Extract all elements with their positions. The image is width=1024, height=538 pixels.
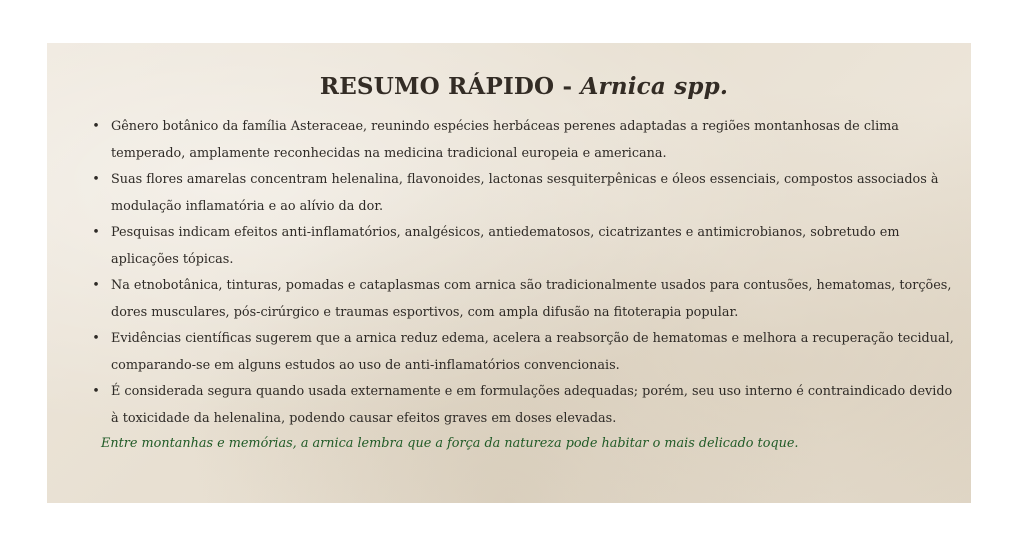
bullet-icon: • [92, 172, 100, 187]
list-item [91, 220, 957, 273]
point-text: É considerada segura quando usada externamente e em formulações adequadas; porém, seu uso interno é contraindicado devido à toxicidade da helenalina, podendo causar efeitos graves em doses elevadas. [111, 384, 953, 426]
point-text: Gênero botânico da família Asteraceae, reunindo espécies herbáceas perenes adaptadas a regiões montanhosas de clima temperado, amplamente reconhecidas na medicina tradicional europeia e americana. [111, 119, 899, 161]
point-text: Evidências científicas sugerem que a arnica reduz edema, acelera a reabsorção de hematomas e melhora a recuperação tecidual, comparando-se em alguns estudos ao uso de anti-inflamatórios convencionais. [111, 331, 954, 373]
summary-points-list [91, 114, 957, 432]
point-text: Suas flores amarelas concentram helenalina, flavonoides, lactonas sesquiterpênicas e óleos essenciais, compostos associados à modulação inflamatória e ao alívio da dor. [111, 172, 939, 214]
title-genus: Arnica spp. [580, 73, 729, 100]
list-item [91, 114, 957, 167]
summary-card [47, 43, 971, 503]
closing-quote: Entre montanhas e memórias, a arnica lembra que a força da natureza pode habitar o mais delicado toque. [101, 436, 799, 451]
bullet-icon: • [92, 119, 100, 134]
title-prefix: RESUMO RÁPIDO - [319, 73, 581, 100]
list-item [91, 167, 957, 220]
list-item [91, 326, 957, 379]
point-text: Na etnobotânica, tinturas, pomadas e cataplasmas com arnica são tradicionalmente usados para contusões, hematomas, torções, dores musculares, pós-cirúrgico e traumas esportivos, com ampla difusão na fitoterapia popular. [111, 278, 952, 320]
bullet-icon: • [92, 384, 100, 399]
point-text: Pesquisas indicam efeitos anti-inflamatórios, analgésicos, antiedematosos, cicatrizantes e antimicrobianos, sobretudo em aplicações tópicas. [111, 225, 900, 267]
list-item [91, 379, 957, 432]
bullet-icon: • [92, 331, 100, 346]
bullet-icon: • [92, 278, 100, 293]
summary-title [91, 73, 957, 100]
list-item [91, 273, 957, 326]
bullet-icon: • [92, 225, 100, 240]
